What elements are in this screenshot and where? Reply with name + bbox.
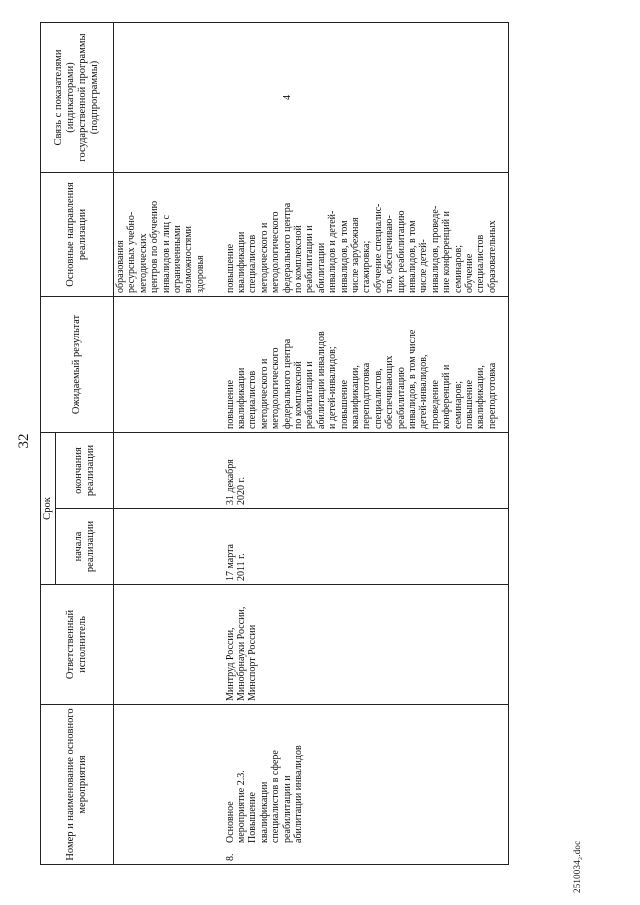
text-line: по комплексной (292, 361, 304, 429)
text-line: специалистов, (372, 368, 384, 429)
text-line: квалификации (258, 781, 270, 843)
text-line: специалистов в сфере (270, 750, 282, 843)
text-line: квалификации (235, 231, 247, 293)
text-line: мероприятие 2.3. (235, 770, 247, 843)
text-line: числе зарубежная (349, 217, 361, 293)
row-result-cell (224, 297, 509, 433)
text-line: абилитации инвалидов (292, 745, 304, 843)
file-footer: 2510034₂.doc (572, 840, 582, 893)
cont-cell-4 (114, 433, 224, 509)
header-executor: Ответственный исполнитель (41, 585, 114, 705)
text-line: повышение (338, 379, 350, 429)
row-start-cell (224, 509, 509, 585)
text-line: специалистов (475, 234, 487, 293)
text-line: обеспечивающих (384, 355, 396, 429)
text-line: повышение (464, 379, 476, 429)
text-line: образования (115, 240, 126, 293)
cont-cell-5 (114, 297, 224, 433)
row-directions-cell (224, 173, 509, 297)
text-line: абилитации (315, 242, 327, 293)
text-line: квалификации, (349, 365, 361, 429)
header-end: окончания реализации (56, 433, 114, 509)
header-result: Ожидаемый результат (41, 297, 114, 433)
text-line: по комплексной (292, 225, 304, 293)
page-number: 32 (16, 433, 32, 449)
row-end-cell (224, 433, 509, 509)
cont-cell-3 (114, 509, 224, 585)
text-line: ние конференций и (441, 211, 453, 293)
text-line: специалистов (247, 370, 259, 429)
text-line: ограниченными (172, 225, 184, 293)
cont-cell-7 (114, 23, 224, 173)
text-line: семинаров; (452, 381, 464, 429)
text-line: реабилитации и (304, 225, 316, 293)
row-number: 8. (224, 853, 236, 861)
text-line: Минспорт России (247, 624, 259, 701)
text-line: центров по обучению (149, 200, 161, 293)
text-line: конференций и (441, 364, 453, 429)
header-indicators: Связь с показателями (индикаторами) государственной программы (подпрограммы) (41, 23, 114, 173)
text-line: федерального центра (281, 338, 293, 429)
row-number-name-cell (224, 705, 509, 865)
text-line: специалистов (247, 234, 259, 293)
text-line: повышение (224, 243, 236, 293)
header-directions: Основные направления реализации (41, 173, 114, 297)
text-line: абилитации инвалидов (315, 331, 327, 429)
indicator-value: 4 (281, 95, 293, 100)
text-line: тов, обеспечиваю- (384, 215, 396, 293)
text-line: стажировка; (361, 240, 373, 293)
text-line: образовательных (486, 220, 498, 293)
text-line: 31 декабря (224, 459, 236, 505)
text-line: методического и (258, 222, 270, 293)
text-line: переподготовка (361, 362, 373, 429)
header-number-name: Номер и наименование основного мероприятия (41, 705, 114, 865)
text-line: Минтруд России, (224, 627, 236, 701)
text-line: реабилитацию (395, 367, 407, 429)
row-executor-cell (224, 585, 509, 705)
text-line: числе детей- (418, 239, 430, 293)
text-line: 17 марта (224, 544, 236, 581)
cont-cell-2 (114, 585, 224, 705)
program-table (40, 22, 509, 865)
text-line: квалификации (235, 367, 247, 429)
header-start: начала реализации (56, 509, 114, 585)
header-srok: Срок (41, 433, 56, 585)
text-line: инвалидов и лиц с (160, 215, 172, 293)
text-line: щих реабилитацию (395, 210, 407, 293)
text-line: федерального центра (281, 202, 293, 293)
text-line: методических (137, 233, 149, 293)
text-line: реабилитации и (304, 361, 316, 429)
cont-cell-1 (114, 705, 224, 865)
text-line: Минобрнауки России, (235, 606, 247, 701)
text-line: обучение специалис- (372, 203, 384, 293)
row-indicator-cell (224, 23, 509, 173)
text-line: Повышение (247, 792, 259, 843)
text-line: методологического (270, 211, 282, 293)
text-line: детей-инвалидов, (418, 354, 430, 429)
text-line: здоровья (194, 255, 206, 293)
cont-directions-cell (114, 173, 224, 297)
text-line: инвалидов, в том (407, 220, 418, 293)
text-line: ресурсных учебно- (126, 211, 138, 293)
text-line: 2011 г. (235, 553, 247, 581)
text-line: квалификации, (475, 365, 487, 429)
text-line: обучение (464, 253, 476, 293)
text-line: и детей-инвалидов; (327, 346, 339, 429)
text-line: повышение (224, 379, 236, 429)
text-line: проведение (429, 380, 441, 429)
text-line: семинаров; (452, 245, 464, 293)
text-line: методического и (258, 358, 270, 429)
text-line: Основное (224, 801, 236, 843)
text-line: 2020 г. (235, 477, 247, 505)
text-line: методологического (270, 347, 282, 429)
text-line: реабилитации и (281, 775, 293, 843)
text-line: инвалидов, проведе- (429, 205, 441, 293)
text-line: инвалидов и детей- (327, 210, 339, 293)
text-line: инвалидов, в том числе (407, 329, 418, 429)
text-line: переподготовка (486, 362, 498, 429)
text-line: инвалидов, в том (338, 220, 350, 293)
text-line: возможностями (183, 225, 195, 293)
